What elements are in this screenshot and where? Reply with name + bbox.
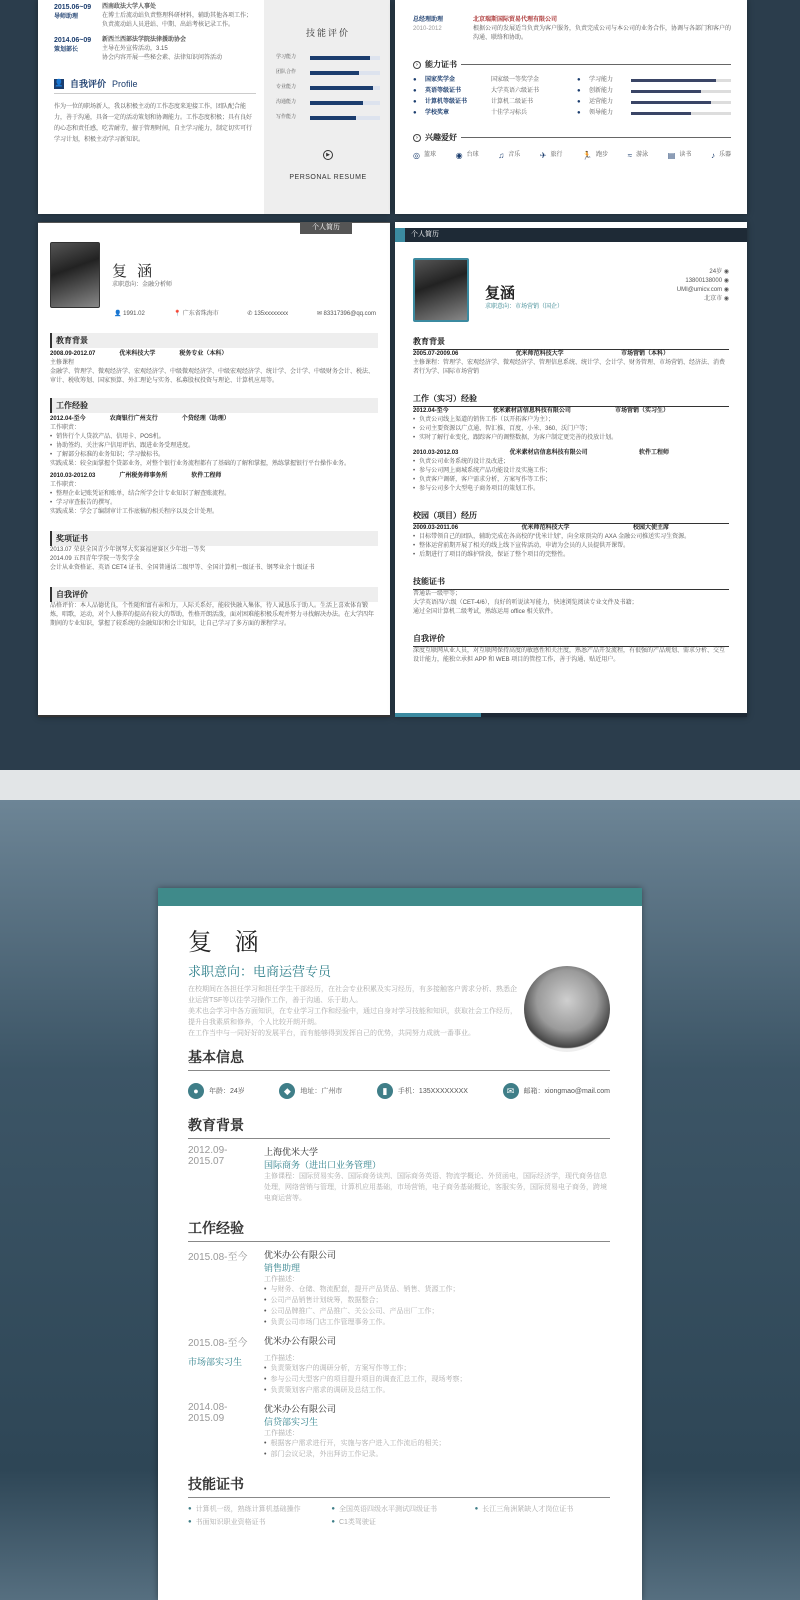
skill-label: 全国英语四级水平测试四级证书: [338, 1506, 437, 1513]
hobby-icon: ◉: [455, 151, 463, 160]
skill-bar-fill: [310, 56, 370, 60]
hobby-section-icon: ›: [413, 134, 421, 142]
skills-title: 技能评价: [305, 28, 350, 38]
list-item: • 了解部分标准的业务知识；学习做标书。: [50, 451, 378, 460]
award-section-title: 奖项证书: [50, 531, 378, 546]
skill-item: [475, 1504, 610, 1514]
skill-bar-fill: [631, 112, 691, 115]
skill-bar: [310, 101, 380, 105]
cert-icon: ›: [413, 61, 421, 69]
list-item: • 销售行个人贷款产品、信用卡、POS机。: [50, 433, 378, 442]
w2-role: 软件工程师: [191, 473, 222, 479]
resume-sheet-e: [158, 888, 642, 1600]
hobby-label: 音乐: [508, 152, 521, 158]
w3-org: 优米办公有限公司: [264, 1404, 337, 1414]
w2-date: 2015.08-至今: [188, 1338, 248, 1349]
c1-school: 优米师范科技大学: [521, 525, 570, 531]
w1-duty: 工作描述：: [264, 1276, 299, 1283]
intent: 求职意向：金融分析师: [112, 282, 173, 288]
skill-bar: [631, 90, 731, 93]
place-info: 📍 广东省珠海市: [173, 311, 219, 317]
job-title: 总经理助理: [413, 17, 444, 23]
cert-skill: 运营能力: [589, 99, 614, 105]
cert-desc: 计算机二级证书: [491, 99, 534, 105]
hobby-item: [628, 151, 648, 160]
skill-bar-fill: [631, 101, 711, 104]
intro-text: 在校期间在各担任学习和担任学生干部经历，在社会专业积累及实习经历，有多接触客户需求分析、熟悉企业运营TSF等以往学习操作工作，善于沟通、乐于助人。 美术也会学习中各方面知识，在专业学习工作和经验中，通过自身对学习技能和知识，获取社会工作经历，提升自我素质和修养，个人比较开朗开朗。 在工作当中与一同好好的发展平台，而有能够得到发挥自己的优势，共同努力成就一番事业。: [188, 986, 517, 1037]
personal-resume-label: PERSONAL RESUME: [289, 174, 367, 181]
hobby-label: 台球: [466, 152, 479, 158]
skill-item: [331, 1504, 466, 1514]
skill-name: 团队合作: [276, 69, 297, 75]
job-desc: 根据公司的发展适当负责为客户服务，负责完成公司与本公司的业务合作，协调与各部门和客户的沟通、联络和协助。: [473, 26, 732, 41]
bullet-icon: ●: [413, 88, 417, 94]
list-item: • 负责策划客户的调研分析，方案写作等工作；: [264, 1363, 610, 1374]
w1-org: 优米素材店信息科技有限公司: [492, 408, 571, 414]
edu-desc: 主修课程：管理学、宏观经济学、微观经济学、管理信息系统、统计学、会计学、财务管理、市场营销、经济法、消费者行为学、国际市场营销: [413, 360, 726, 375]
skill-name: 写作能力: [276, 114, 297, 120]
name: 复涵: [485, 285, 516, 302]
skill-text: 普通话一级甲等； 大学英语四/六级（CET-4/6），良好的听说读写能力，快速浏览阅读专业文件及书籍； 通过全国计算机二级考试，熟练运用 office 相关软件。: [413, 591, 638, 615]
self-text: 品格评价：本人品德优良，个性随和富有亲和力，人际关系好，能较快融入集体，待人诚恳乐于助人。生活上喜欢体育锻炼，唱歌，运动，对个人修养的提高有较大的帮助，性格开朗活泼，面对困难能积极乐观并努力寻找解决办法。在大学四年期间的专业知识，掌握了较系统的金融知识和会计知识，让自己学习了多方面的课程学习。: [50, 603, 375, 627]
skill-label: C1类驾驶证: [338, 1519, 376, 1526]
edu2-org: 新西兰西部法学院法律援助协会: [102, 37, 187, 43]
bullet-icon: ●: [331, 1519, 335, 1525]
hobby-icon: ◎: [413, 151, 420, 160]
bullet-icon: ●: [474, 1506, 479, 1512]
hobby-item: [668, 151, 692, 160]
intent: 求职意向：电商运营专员: [188, 964, 332, 979]
edu-date: 2008.09-2012.07: [50, 351, 96, 357]
edu2-role: 策划部长: [54, 47, 79, 53]
email-info: ✉ 83317396@qq.com: [316, 311, 376, 317]
list-item: • 目标带领自己的团队，辅助完成在各高校的“优米计划”，向全球顶尖的 AXA 金融公司推送实习生资源。: [413, 533, 729, 542]
edu2-desc2: 协会内容开展一些秘会素、法律知识问答活动: [102, 55, 223, 61]
list-item: • 协助签约、关注客户信用评估、跟进业务受理进度。: [50, 442, 378, 451]
skill-bar: [631, 101, 731, 104]
hobby-icon: 🏃: [582, 151, 593, 160]
skill-bar-fill: [631, 79, 716, 82]
job-date: 2010-2012: [413, 26, 442, 32]
list-item: • 公司主要资源以广点通、智汇推、百度、小米、360、沃门户等；: [413, 425, 729, 434]
skill-bar: [310, 86, 380, 90]
edu-major: 市场营销（本科）: [620, 351, 669, 357]
self-section-title: 自我评价: [50, 587, 378, 602]
w2-role: 市场部实习生: [188, 1357, 243, 1367]
skill-bar-fill: [310, 101, 363, 105]
email-info: [677, 286, 729, 295]
w2-date: 2010.03-2012.03: [50, 473, 96, 479]
bullet-icon: ●: [413, 99, 417, 105]
skill-label: 长江三角洲紧缺人才岗位证书: [482, 1506, 574, 1513]
w3-role: 信贷部实习生: [264, 1417, 319, 1427]
skill-bar-fill: [310, 86, 373, 90]
list-item: • 根据客户需求进行开，实施与客户进入工作流后的相关；: [264, 1438, 610, 1449]
skill-bar-fill: [631, 90, 701, 93]
cert-row: [413, 109, 731, 118]
skill-item: [188, 1504, 323, 1514]
email-value: 邮箱：xiongmao@mail.com: [523, 1088, 610, 1095]
play-icon: ▶: [323, 150, 333, 160]
skill-name: 学习能力: [276, 54, 297, 60]
bullet-icon: ●: [331, 1506, 335, 1512]
w3-duty: 工作描述：: [264, 1430, 299, 1437]
phone-icon: ◉: [723, 278, 729, 284]
edu-date: 2005.07-2009.06: [413, 351, 459, 357]
person-icon: ◉: [723, 269, 729, 275]
hobby-title: 兴趣爱好: [425, 133, 457, 142]
skill-name: 沟通能力: [276, 99, 297, 105]
edu-desc: 主修课程：国际贸易实务、国际商务谈判、国际商务英语、物流学概论、外贸函电，国际经济学，现代商务信息处理，网络营销与管理，计算机应用基础，市场营销，电子商务基础概论，客服实务，国际贸易电子商务，跨境电商运营等。: [264, 1173, 607, 1202]
cert-desc: 十佳学习标兵: [491, 110, 528, 116]
bullet-icon: ●: [577, 99, 581, 105]
profile-icon: 👤: [54, 79, 64, 87]
birth-value: 1991.02: [123, 311, 145, 317]
hobby-icon: ✈: [539, 151, 547, 160]
age-info: [677, 268, 729, 277]
skill-item: [188, 1517, 323, 1527]
list-item: • 后期进行了项目的维护阶段，保证了整个项目的完整性。: [413, 551, 729, 560]
w1-duty: 工作职责：: [50, 425, 81, 431]
list-item: • 整体运营前期开展了相关的线上线下宣传活动，申请为会员的人员提供开课帮。: [413, 542, 729, 551]
intent: 求职意向：市场营销（国企）: [485, 304, 564, 310]
edu2-date: 2014.06~09: [54, 37, 92, 44]
cert-name: 国家奖学金: [425, 77, 456, 83]
job-org: 北京瑞斯国际贸易代理有限公司: [473, 17, 558, 23]
cert-desc: 国家级一等奖学金: [491, 77, 540, 83]
cert-name: 学校奖章: [425, 110, 450, 116]
list-item: • 学习审查报告的撰写。: [50, 499, 378, 508]
mail-icon: ◉: [723, 287, 729, 293]
bullet-icon: ●: [413, 110, 417, 116]
list-item: 2014.09 五四青年学院一等奖学金: [50, 556, 140, 562]
w2-duty: 工作描述：: [264, 1355, 299, 1362]
phone-info: ✆ 135xxxxxxxx: [247, 311, 289, 317]
phone-icon: ▮: [377, 1083, 393, 1099]
phone-value: 135xxxxxxxx: [254, 311, 289, 317]
bullet-icon: ●: [188, 1506, 192, 1512]
bullet-icon: ●: [577, 88, 581, 94]
place-value: 广东省珠海市: [182, 311, 219, 317]
hobby-item: [498, 151, 520, 160]
w1-org: 农商银行广州支行: [109, 416, 158, 422]
tag-label: 个人简历: [411, 231, 439, 238]
location-icon: ◉: [723, 296, 729, 302]
skill-bar-fill: [310, 71, 359, 75]
w1-date: 2015.08-至今: [188, 1252, 248, 1263]
list-item: • 公司产品销售计划统筹，数据整合；: [264, 1295, 610, 1306]
list-item: 会计从业资格证、英语 CET4 证书、全国普通话二级甲等、全国计算机一级证书、钢琴业余十级证书: [50, 565, 315, 571]
cert-name: 英语等级证书: [425, 88, 462, 94]
list-item: • 整理企业记账凭证和账单，结合所学会计专业知识了解查账流程。: [50, 490, 378, 499]
resume-sheet-b: [395, 0, 747, 214]
w2-duty: 工作职责：: [50, 482, 81, 488]
work-section-title: 工作（实习）经验: [413, 391, 729, 407]
name: 复 涵: [112, 263, 156, 280]
edu-school: 优米科技大学: [119, 351, 156, 357]
edu-desc: 金融学、管理学、微观经济学、宏观经济学、中级微观经济学、中级宏观经济学、统计学、会计学、中级财务会计、税法、审计、税收筹划、国家预算、外汇理论与实务、私募股权投资与理论、计算机应用等。: [50, 369, 375, 384]
hobby-icon: ≈: [627, 151, 633, 160]
c1-date: 2009.03-2011.06: [413, 525, 459, 531]
cert-title: 能力证书: [425, 60, 457, 69]
cert-row: [413, 98, 731, 107]
hobby-item: [582, 151, 608, 160]
edu1-desc: 在博士后流动站负责整理科研材料，辅助其他各项工作；负责流动站人员进站、中期、出站考核记录工作。: [102, 13, 253, 28]
hobby-label: 乐器: [718, 152, 731, 158]
w1-role: 销售助理: [264, 1263, 301, 1273]
basic-section-title: 基本信息: [188, 1047, 610, 1071]
avatar-photo: [50, 242, 100, 308]
cert-name: 计算机等级证书: [425, 99, 468, 105]
resume-sheet-d: [395, 222, 747, 717]
w1-role: 市场营销（实习生）: [614, 408, 669, 414]
bullet-icon: ●: [577, 77, 581, 83]
edu1-org: 西南政法大学人事处: [102, 4, 157, 10]
email-value: UMI@umicv.com: [676, 287, 723, 293]
skill-name: 专业能力: [276, 84, 297, 90]
avatar-photo: [524, 966, 610, 1052]
resume-sheet-c: [38, 222, 390, 717]
phone-value: 手机：135XXXXXXXX: [397, 1088, 468, 1095]
skill-section-title: 技能证书: [188, 1474, 610, 1498]
name: 复 涵: [188, 929, 267, 956]
w2-date: 2010.03-2012.03: [413, 450, 459, 456]
list-item: • 负责公司市场门店工作管理事务工作。: [264, 1317, 610, 1328]
location-icon: ◆: [279, 1083, 295, 1099]
list-item: • 参与公司网上商城系统产品功能设计及实施工作；: [413, 467, 729, 476]
w2-result: 实践成果：学会了编制审计工作底稿的相关程序以及会计处理。: [50, 509, 219, 515]
cert-row: [413, 87, 731, 96]
skill-label: 书面知识职业资格证书: [195, 1519, 266, 1526]
skill-row: [276, 98, 380, 107]
list-item: 2013.07 荣获全国青少年钢琴大奖赛福建赛区少年组一等奖: [50, 547, 206, 553]
w1-org: 优米办公有限公司: [264, 1250, 337, 1260]
skill-bar: [631, 112, 731, 115]
addr-value: 地址：广州市: [300, 1088, 343, 1095]
skill-bar: [631, 79, 731, 82]
campus-section-title: 校园（项目）经历: [413, 508, 729, 524]
bullet-icon: ●: [188, 1519, 192, 1525]
mail-icon: ✉: [503, 1083, 519, 1099]
hobby-icon: ♫: [498, 151, 505, 160]
w2-org: 优米素材店信息科技有限公司: [509, 450, 588, 456]
skill-section-title: 技能证书: [413, 574, 729, 590]
hobby-item: [413, 151, 436, 160]
self-text: 作为一位的职场新人，我以积极主动的工作态度来迎接工作，团队配合能力，善于沟通，具备一定的活动策划和协调能力。工作态度积极；具有良好的心态和责任感，吃苦耐劳，擅于管理时间，自主学习能力，制定切实可行学习计划，积极主动学习新知识。: [54, 104, 253, 143]
w1-role: 个贷经理（助理）: [181, 416, 230, 422]
list-item: • 负责客户调研，客户需求分析，方案写作等工作；: [413, 476, 729, 485]
city-value: 北京市: [704, 296, 723, 302]
person-icon: ●: [188, 1083, 204, 1099]
skill-row: [276, 113, 380, 122]
hobby-label: 篮球: [423, 152, 436, 158]
skill-label: 计算机一级，熟练计算机基础操作: [195, 1506, 301, 1513]
bullet-icon: ●: [413, 77, 417, 83]
skill-row: [276, 68, 380, 77]
cert-skill: 创新能力: [589, 88, 614, 94]
tag-label: 个人简历: [300, 222, 352, 234]
w2-role: 软件工程师: [638, 450, 669, 456]
resume-sheet-a: [38, 0, 390, 214]
phone-info: [677, 277, 729, 286]
hobby-item: [711, 151, 731, 160]
skill-row: [276, 53, 380, 62]
list-item: • 参与公司大型客户的项目提升项目的调查汇总工作，现场考察；: [264, 1374, 610, 1385]
edu-section-title: 教育背景: [188, 1115, 610, 1139]
list-item: • 与财务、仓储、物流配套，提开产品货品、销售、货源工作；: [264, 1284, 610, 1295]
hobby-icon: ♪: [710, 151, 715, 160]
self-section-title: 自我评价: [413, 631, 729, 647]
hobby-label: 旅行: [550, 152, 563, 158]
list-item: • 部门会议记录，外出拜访工作记录。: [264, 1449, 610, 1460]
w3-date: 2014.08-2015.09: [188, 1402, 228, 1424]
cert-row: [413, 76, 731, 85]
hobby-item: [456, 151, 479, 160]
bullet-icon: ●: [577, 110, 581, 116]
w2-org: 优米办公有限公司: [264, 1336, 337, 1346]
edu2-desc1: 主导在外宣传活动，3.15: [102, 46, 168, 52]
list-item: • 实时了解行业变化，跟踪客户的调整数据，为客户制定更完善的投放计划。: [413, 434, 729, 443]
edu-school: 上海优米大学: [264, 1147, 319, 1157]
hobby-item: [540, 151, 563, 160]
skill-bar-fill: [310, 116, 356, 120]
age-value: 年龄：24岁: [209, 1088, 245, 1095]
list-item: • 公司品牌推广、产品推广、关公公司、产品出厂工作；: [264, 1306, 610, 1317]
w1-result: 实践成果：较全面掌握个贷部业务，对整个银行业务流程都有了基础的了解和掌握，熟练掌握银行平台操作业务。: [50, 461, 351, 467]
hobby-label: 跑步: [596, 152, 609, 158]
phone-value: 13800138000: [685, 278, 723, 284]
hobby-icon: ▤: [667, 151, 676, 160]
email-value: 83317396@qq.com: [323, 311, 376, 317]
list-item: • 参与公司多个大型电子商务项目的策划工作。: [413, 485, 729, 494]
skill-bar: [310, 116, 380, 120]
edu-section-title: 教育背景: [413, 334, 729, 350]
skill-item: [331, 1517, 466, 1527]
cert-desc: 大学英语六级证书: [491, 88, 540, 94]
edu-school: 优米师范科技大学: [515, 351, 564, 357]
skill-row: [276, 83, 380, 92]
edu1-role: 导师助理: [54, 14, 79, 20]
city-info: [677, 295, 729, 304]
self-text: 深度互联网从业人员，对互联网保持高度的敏感性和关注度，熟悉产品开发流程，有很强的产品规划、需求分析、交互设计能力，能独立承担 APP 和 WEB 项目的管控工作，善于沟通、贴近用户。: [413, 648, 726, 663]
avatar-photo: [413, 258, 469, 322]
self-en: Profile: [112, 78, 138, 89]
cert-skill: 领导能力: [589, 110, 614, 116]
edu-major: 税务专业（本科）: [179, 351, 228, 357]
skill-bar: [310, 71, 380, 75]
edu-date: 2012.09-2015.07: [188, 1145, 228, 1167]
edu1-date: 2015.06~09: [54, 4, 92, 11]
work-section-title: 工作经验: [50, 398, 378, 413]
w1-date: 2012.04-至今: [50, 416, 86, 422]
edu-course: 主修课程: [50, 360, 75, 366]
w2-org: 广州税务师事务所: [119, 473, 168, 479]
w1-date: 2012.04-至今: [413, 408, 449, 414]
age-value: 24岁: [709, 269, 723, 275]
c1-role: 校园大使主席: [632, 525, 669, 531]
cert-skill: 学习能力: [589, 77, 614, 83]
self-title: 自我评价: [70, 79, 107, 89]
hobby-label: 游泳: [636, 152, 649, 158]
list-item: • 负责公司业务系统的设计及改进；: [413, 458, 729, 467]
list-item: • 负责公司线上渠道的销售工作（以开拓客户为主）；: [413, 416, 729, 425]
birth-info: 👤 1991.02: [114, 311, 145, 317]
work-section-title: 工作经验: [188, 1218, 610, 1242]
list-item: • 负责策划客户需求的调研及总结工作。: [264, 1385, 610, 1396]
hobby-label: 读书: [679, 152, 692, 158]
edu-section-title: 教育背景: [50, 333, 378, 348]
skill-bar: [310, 56, 380, 60]
edu-major: 国际商务（进出口业务管理）: [264, 1160, 382, 1170]
